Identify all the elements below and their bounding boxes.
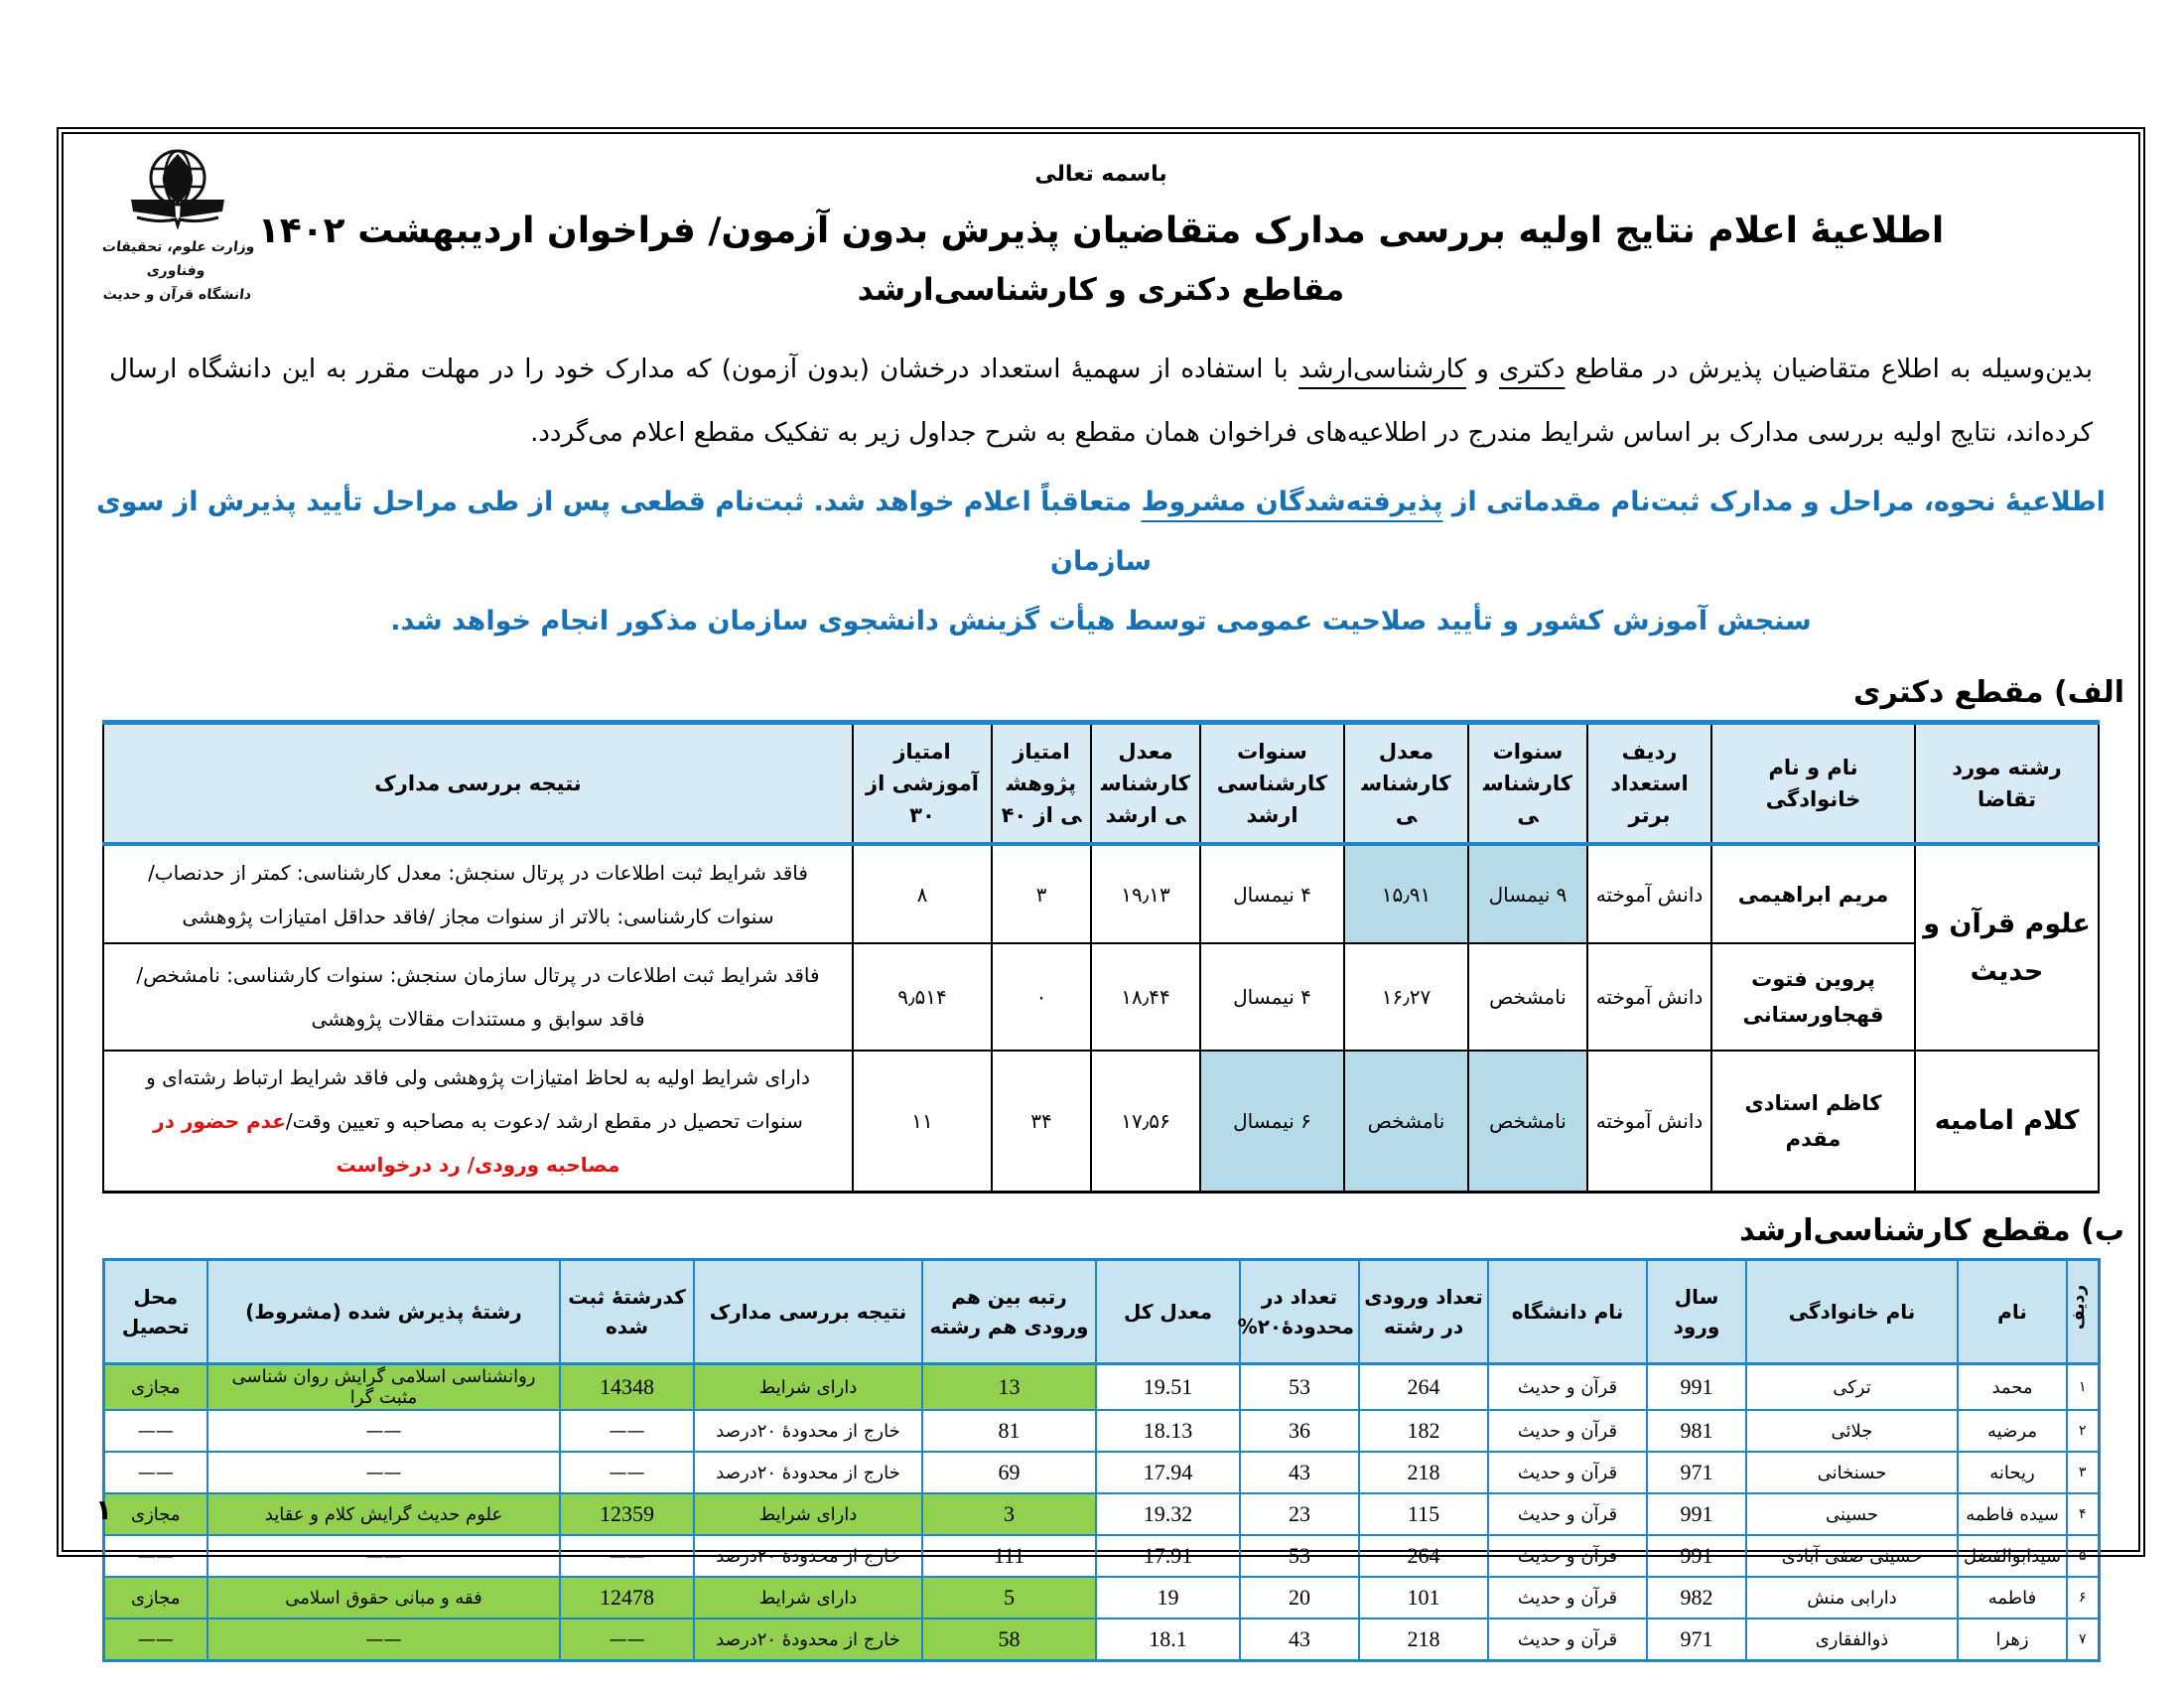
ma-cell-first-name: مرضیه [1958,1410,2067,1452]
ma-cell-last-name: ذوالفقاری [1746,1618,1958,1661]
phd-cell-ms-gpa: ۱۸٫۴۴ [1091,943,1200,1051]
phd-cell-full-name: مریم ابراهیمی [1711,844,1915,943]
ma-cell-registered-field-code: —— [560,1410,694,1452]
ma-cell-entry-year: 991 [1647,1535,1746,1577]
ma-cell-review-result: خارج از محدودۀ ۲۰درصد [694,1618,922,1661]
ma-header-row-number [2067,1260,2099,1364]
conditional-admitted-underlined: پذیرفته‌شدگان مشروط [1141,487,1443,517]
intro-paragraph [109,338,2093,465]
intro-text: بدین‌وسیله به اطلاع متقاضیان پذیرش در مقاطع [1565,354,2093,384]
ma-table [102,1258,2101,1662]
ma-table-row [103,1452,2099,1493]
ma-underlined-word: کارشناسی‌ارشد [1297,354,1467,384]
ma-cell-rank-among-cohort: 13 [922,1364,1096,1411]
phd-cell-requested-field: کلام امامیه [1915,1051,2099,1193]
ma-table-row [103,1364,2099,1411]
ma-header-registered-field-code: کدرشتۀ ثبت شده [560,1260,694,1364]
ma-cell-review-result: خارج از محدودۀ ۲۰درصد [694,1535,922,1577]
ma-header-top20-count: تعداد در محدودۀ۲۰% [1240,1260,1359,1364]
ma-table-row [103,1410,2099,1452]
phd-cell-ms-semesters: ۴ نیمسال [1200,943,1344,1051]
phd-header-bs-gpa: معدل کارشناسی [1344,723,1468,845]
ma-cell-first-name: سیده فاطمه [1958,1493,2067,1535]
ma-cell-university-name: قرآن و حدیث [1488,1493,1647,1535]
ma-cell-entry-year: 991 [1647,1493,1746,1535]
ma-cell-total-gpa: 17.91 [1096,1535,1240,1577]
ma-cell-study-location: مجازی [103,1493,207,1535]
ma-cell-registered-field-code: 14348 [560,1364,694,1411]
ma-cell-last-name: حسنخانی [1746,1452,1958,1493]
ma-header-total-gpa: معدل کل [1096,1260,1240,1364]
ma-cell-field-entrants-count: 218 [1359,1452,1488,1493]
phd-cell-bs-semesters: ۹ نیمسال [1468,844,1587,943]
ma-cell-review-result: دارای شرایط [694,1364,922,1411]
phd-header-full-name: نام و نام خانوادگی [1711,723,1915,845]
phd-header-research-score: امتیاز پژوهشی از ۴۰ [992,723,1091,845]
page-title: اطلاعیۀ اعلام نتایج اولیه بررسی مدارک متقاضیان پذیرش بدون آزمون/ فراخوان اردیبهشت ۱۴۰۲ [257,211,1945,251]
ma-cell-row-number: ۱ [2067,1364,2099,1411]
ma-cell-review-result: خارج از محدودۀ ۲۰درصد [694,1452,922,1493]
ma-cell-total-gpa: 18.13 [1096,1410,1240,1452]
ma-cell-row-number: ۵ [2067,1535,2099,1577]
ma-cell-accepted-field: روانشناسی اسلامی گرایش روان شناسی مثبت گرا [207,1364,560,1411]
phd-section-heading: الف) مقطع دکتری [1852,675,2124,710]
phd-cell-bs-semesters: نامشخص [1468,1051,1587,1193]
ma-cell-study-location: —— [103,1452,207,1493]
ma-cell-field-entrants-count: 182 [1359,1410,1488,1452]
ma-header-rank-among-cohort: رتبه بین هم ورودی هم رشته [922,1260,1096,1364]
phd-cell-top-talent-row: دانش آموخته [1587,844,1711,943]
ma-cell-field-entrants-count: 264 [1359,1364,1488,1411]
ma-cell-first-name: زهرا [1958,1618,2067,1661]
phd-cell-ms-gpa: ۱۹٫۱۳ [1091,844,1200,943]
phd-header-top-talent-row: ردیف استعداد برتر [1587,723,1711,845]
ma-section-heading: ب) مقطع کارشناسی‌ارشد [1739,1213,2124,1248]
ma-cell-registered-field-code: —— [560,1452,694,1493]
phd-cell-education-score: ۸ [853,844,992,943]
phd-cell-bs-gpa: ۱۵٫۹۱ [1344,844,1468,943]
ma-cell-top20-count: 36 [1240,1410,1359,1452]
ma-cell-top20-count: 43 [1240,1452,1359,1493]
phd-table-row [103,943,2099,1051]
review-result-red-text: عدم حضور در مصاحبه ورودی/ رد درخواست [153,1109,620,1177]
phd-table-row [103,844,2099,943]
ma-cell-row-number: ۷ [2067,1618,2099,1661]
intro-text: و [1466,354,1499,384]
ma-cell-university-name: قرآن و حدیث [1488,1577,1647,1618]
phd-cell-education-score: ۹٫۵۱۴ [853,943,992,1051]
phd-table [102,720,2100,1194]
phd-cell-requested-field: پروین فتوت قهجاورستانی [1711,943,1915,1051]
notice-line2: سنجش آموزش کشور و تأیید صلاحیت عمومی توسط هیأت گزینش دانشجوی سازمان مذکور انجام خواهد شد. [390,606,1812,636]
phd-cell-research-score: ۳ [992,844,1091,943]
ma-cell-total-gpa: 19.32 [1096,1493,1240,1535]
ma-header-field-entrants-count: تعداد ورودی در رشته [1359,1260,1488,1364]
phd-cell-top-talent-row: دانش آموخته [1587,1051,1711,1193]
phd-header-requested-field: رشته مورد تقاضا [1915,723,2099,845]
phd-underlined-word: دکتری [1498,354,1566,384]
ma-cell-total-gpa: 18.1 [1096,1618,1240,1661]
ma-cell-last-name: حسینی صفی آبادی [1746,1535,1958,1577]
phd-table-header [103,723,2099,845]
notice-text: متعاقباً اعلام خواهد شد. ثبت‌نام قطعی پس از طی مراحل تأیید پذیرش از سوی سازمان [96,487,1153,577]
ma-cell-accepted-field: —— [207,1618,560,1661]
ma-cell-first-name: محمد [1958,1364,2067,1411]
phd-cell-education-score: ۱۱ [853,1051,992,1193]
ma-cell-registered-field-code: —— [560,1618,694,1661]
phd-header-ms-semesters: سنوات کارشناسی ارشد [1200,723,1344,845]
ma-cell-top20-count: 23 [1240,1493,1359,1535]
ma-table-row [103,1535,2099,1577]
ma-cell-entry-year: 991 [1647,1364,1746,1411]
phd-cell-ms-semesters: ۴ نیمسال [1200,844,1344,943]
ma-table-row [103,1577,2099,1618]
ma-header-entry-year: سال ورود [1647,1260,1746,1364]
ma-header-accepted-field: رشتۀ پذیرش شده (مشروط) [207,1260,560,1364]
ma-cell-first-name: ریحانه [1958,1452,2067,1493]
notice-paragraph [93,473,2109,651]
ma-cell-top20-count: 53 [1240,1364,1359,1411]
ma-cell-review-result: خارج از محدودۀ ۲۰درصد [694,1410,922,1452]
phd-cell-bs-gpa: نامشخص [1344,1051,1468,1193]
ma-cell-rank-among-cohort: 81 [922,1410,1096,1452]
phd-cell-ms-gpa: ۱۷٫۵۶ [1091,1051,1200,1193]
ma-cell-rank-among-cohort: 69 [922,1452,1096,1493]
ma-cell-rank-among-cohort: 3 [922,1493,1096,1535]
ma-cell-university-name: قرآن و حدیث [1488,1410,1647,1452]
ma-cell-row-number: ۲ [2067,1410,2099,1452]
intro-text: با استفاده از سهمیۀ استعداد درخشان (بدون آزمون) که مدارک خود را در مهلت مقرر به این دانشگاه ارسال کرده‌اند، نتایج اولیه بررسی مدارک بر اساس شرایط مندرج در اطلاعیه‌های فراخوان همان مقطع به شرح جداول زیر به تفکیک مقطع اعلام می‌گردد. [109,354,2093,448]
ma-cell-university-name: قرآن و حدیث [1488,1535,1647,1577]
ma-cell-entry-year: 971 [1647,1452,1746,1493]
ma-cell-rank-among-cohort: 5 [922,1577,1096,1618]
phd-header-bs-semesters: سنوات کارشناسی [1468,723,1587,845]
ma-cell-field-entrants-count: 264 [1359,1535,1488,1577]
phd-cell-bs-gpa: ۱۶٫۲۷ [1344,943,1468,1051]
ma-cell-row-number: ۶ [2067,1577,2099,1618]
ma-cell-total-gpa: 19 [1096,1577,1240,1618]
ma-header-review-result: نتیجه بررسی مدارک [694,1260,922,1364]
ma-cell-field-entrants-count: 101 [1359,1577,1488,1618]
ma-header-study-location: محل تحصیل [103,1260,207,1364]
ma-cell-entry-year: 971 [1647,1618,1746,1661]
ma-header-first-name: نام [1958,1260,2067,1364]
phd-cell-requested-field: علوم قرآن و حدیث [1915,844,2099,1051]
ma-cell-registered-field-code: —— [560,1535,694,1577]
ma-cell-university-name: قرآن و حدیث [1488,1618,1647,1661]
ma-cell-last-name: حسینی [1746,1493,1958,1535]
phd-cell-research-score: ۰ [992,943,1091,1051]
phd-header-ms-gpa: معدل کارشناسی ارشد [1091,723,1200,845]
ma-cell-row-number: ۴ [2067,1493,2099,1535]
phd-cell-ms-semesters: ۶ نیمسال [1200,1051,1344,1193]
phd-cell-review-result: فاقد شرایط ثبت اطلاعات در پرتال سنجش: معدل کارشناسی: کمتر از حدنصاب/ سنوات کارشناسی: بالاتر از سنوات مجاز /فاقد حداقل امتیازات پژوهشی [103,844,853,943]
ma-table-row [103,1493,2099,1535]
notice-line1 [93,473,2109,592]
notice-text: اطلاعیۀ نحوه، مراحل و مدارک ثبت‌نام مقدماتی از [1442,487,2106,517]
ma-cell-registered-field-code: 12478 [560,1577,694,1618]
bismillah-text: باسمه تعالی [1034,162,1167,187]
university-logo [85,144,269,307]
ma-cell-accepted-field: —— [207,1452,560,1493]
review-result-text: دارای شرایط اولیه به لحاظ امتیازات پژوهشی ولی فاقد شرایط ارتباط رشته‌ای و سنوات تحصیل در مقطع ارشد /دعوت به مصاحبه و تعیین وقت/ [146,1065,810,1133]
ma-cell-registered-field-code: 12359 [560,1493,694,1535]
phd-cell-review-result: فاقد شرایط ثبت اطلاعات در پرتال سازمان سنجش: سنوات کارشناسی: نامشخص/فاقد سوابق و مستندات مقالات پژوهشی [103,943,853,1051]
ma-cell-total-gpa: 17.94 [1096,1452,1240,1493]
ma-cell-first-name: فاطمه [1958,1577,2067,1618]
logo-university-text: دانشگاه قرآن و حدیث [101,287,253,303]
ma-table-row [103,1618,2099,1661]
ma-cell-university-name: قرآن و حدیث [1488,1364,1647,1411]
ma-cell-top20-count: 43 [1240,1618,1359,1661]
ma-table-header [103,1260,2099,1364]
ma-cell-last-name: جلائی [1746,1410,1958,1452]
ma-cell-field-entrants-count: 115 [1359,1493,1488,1535]
phd-cell-full-name: کاظم استادی مقدم [1711,1051,1915,1193]
ma-cell-top20-count: 20 [1240,1577,1359,1618]
ma-cell-review-result: دارای شرایط [694,1577,922,1618]
phd-cell-bs-semesters: نامشخص [1468,943,1587,1051]
phd-table-row [103,1051,2099,1193]
ma-cell-entry-year: 981 [1647,1410,1746,1452]
logo-ministry-text: وزارت علوم، تحقیقات وفناوری [101,239,256,279]
ma-cell-review-result: دارای شرایط [694,1493,922,1535]
page-number: ۱ [95,1493,113,1526]
ma-cell-study-location: —— [103,1410,207,1452]
ma-cell-study-location: مجازی [103,1577,207,1618]
ma-header-last-name: نام خانوادگی [1746,1260,1958,1364]
ma-cell-study-location: مجازی [103,1364,207,1411]
ma-cell-last-name: دارابی منش [1746,1577,1958,1618]
ma-cell-field-entrants-count: 218 [1359,1618,1488,1661]
ma-header-row-number-label: ردیف [2068,1285,2089,1331]
page-border-frame [62,132,2140,1651]
phd-header-review-result: نتیجه بررسی مدارک [103,723,853,845]
ma-cell-accepted-field: —— [207,1410,560,1452]
ma-cell-entry-year: 982 [1647,1577,1746,1618]
university-emblem-icon [113,144,242,235]
phd-cell-research-score: ۳۴ [992,1051,1091,1193]
ma-cell-accepted-field: —— [207,1535,560,1577]
phd-header-education-score: امتیاز آموزشی از ۳۰ [853,723,992,845]
ma-cell-rank-among-cohort: 111 [922,1535,1096,1577]
ma-cell-total-gpa: 19.51 [1096,1364,1240,1411]
page-subtitle: مقاطع دکتری و کارشناسی‌ارشد [857,272,1345,308]
ma-cell-first-name: سیدابوالفضل [1958,1535,2067,1577]
ma-cell-rank-among-cohort: 58 [922,1618,1096,1661]
ma-cell-last-name: ترکی [1746,1364,1958,1411]
ma-header-university-name: نام دانشگاه [1488,1260,1647,1364]
phd-cell-review-result [103,1051,853,1193]
ma-cell-accepted-field: علوم حدیث گرایش کلام و عقاید [207,1493,560,1535]
phd-cell-top-talent-row: دانش آموخته [1587,943,1711,1051]
ma-cell-row-number: ۳ [2067,1452,2099,1493]
ma-cell-accepted-field: فقه و مبانی حقوق اسلامی [207,1577,560,1618]
ma-cell-study-location: —— [103,1618,207,1661]
ma-cell-study-location: —— [103,1535,207,1577]
ma-cell-university-name: قرآن و حدیث [1488,1452,1647,1493]
ma-cell-top20-count: 53 [1240,1535,1359,1577]
